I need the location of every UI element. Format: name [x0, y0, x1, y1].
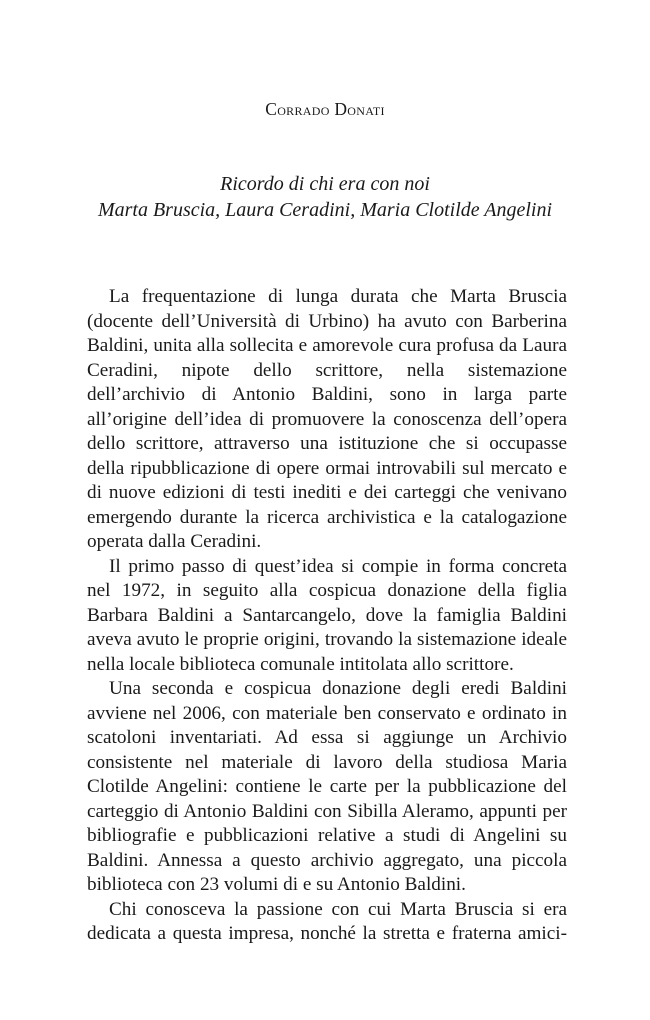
chapter-title-line-1: Ricordo di chi era con noi — [220, 173, 430, 195]
chapter-title — [60, 171, 590, 223]
paragraph-1: La frequentazione di lunga durata che Marta Bruscia (docente dell’Università di Urbino) ha avuto con Barberina Baldini, unita alla sollecita e amorevole cura profusa da Laura Ceradini, nipote dello scrittore, nella sistemazione dell’archivio di Antonio Baldini, sono in larga parte all’origine dell’idea di promuovere la conoscenza dell’opera dello scrittore, attraverso una istituzione che si occupasse della ripubblicazione di opere ormai introvabili sul mercato e di nuove edizioni di testi inediti e dei carteggi che venivano emergendo durante la ricerca archivistica e la catalogazione operata dalla Ceradini. — [87, 286, 567, 552]
chapter-title-line-2: Marta Bruscia, Laura Ceradini, Maria Clotilde Angelini — [97, 199, 553, 221]
body-text — [87, 285, 567, 947]
paragraph-2: Il primo passo di quest’idea si compie in forma concreta nel 1972, in seguito alla cospicua donazione della figlia Barbara Baldini a Santarcangelo, dove la famiglia Baldini aveva avuto le proprie origini, trovando la sistemazione ideale nella locale biblioteca comunale intitolata allo scrittore. — [87, 555, 567, 675]
paragraph-3: Una seconda e cospicua donazione degli eredi Baldini avviene nel 2006, con materiale ben conservato e ordinato in scatoloni inventariati. Ad essa si aggiunge un Archivio consistente nel materiale di lavoro della studiosa Maria Clotilde Angelini: contiene le carte per la pubblicazione del carteggio di Antonio Baldini con Sibilla Aleramo, appunti per bibliografie e pubblicazioni relative a studi di Angelini su Baldini. Annessa a questo archivio aggregato, una piccola biblioteca con 23 volumi di e su Antonio Baldini. — [87, 678, 567, 895]
paragraph-4: Chi conosceva la passione con cui Marta Bruscia si era dedicata a questa impresa, nonché la stretta e fraterna amici- — [87, 898, 567, 944]
author-name: Corrado Donati — [265, 99, 385, 119]
